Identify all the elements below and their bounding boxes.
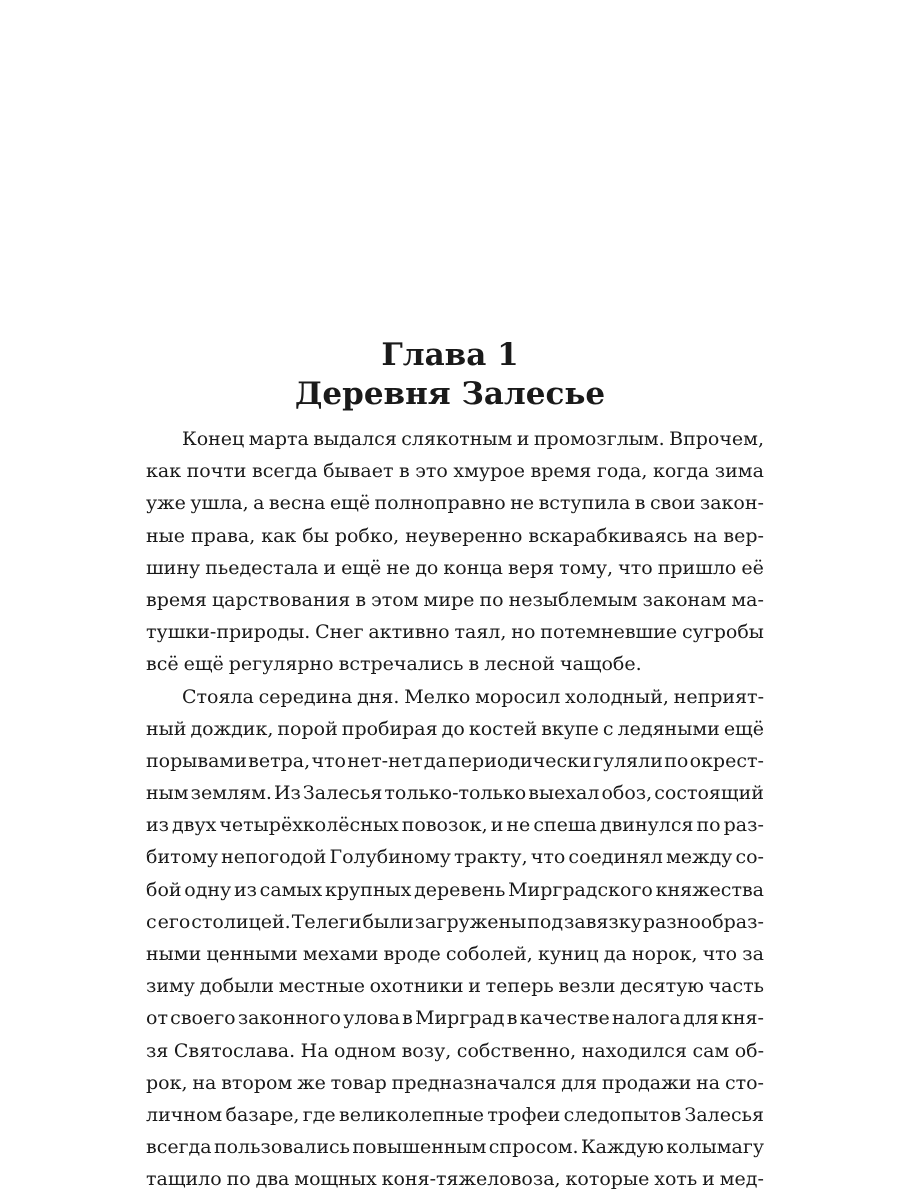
text-word: же bbox=[297, 1071, 326, 1094]
text-word: двинулся bbox=[599, 814, 694, 837]
text-word: десятую bbox=[620, 975, 704, 998]
text-word: моросил bbox=[475, 685, 561, 708]
text-word: состоящий bbox=[654, 782, 764, 805]
text-word: незыблемым bbox=[508, 588, 638, 611]
text-word: тому, bbox=[559, 556, 614, 579]
text-word: и bbox=[323, 556, 337, 579]
text-word: сам bbox=[692, 1039, 730, 1062]
text-word: продажи bbox=[601, 1071, 692, 1094]
text-word: холодный, bbox=[565, 685, 669, 708]
text-line bbox=[146, 1002, 764, 1034]
text-word: почти bbox=[186, 460, 247, 483]
text-word: добыли bbox=[199, 975, 275, 998]
text-word: со- bbox=[735, 846, 764, 869]
text-word: неуверенно bbox=[405, 524, 523, 547]
text-word: и bbox=[490, 814, 504, 837]
text-word: вер- bbox=[723, 524, 764, 547]
text-word: нет-нет bbox=[347, 749, 423, 772]
text-word: следопытов bbox=[563, 1103, 682, 1126]
text-word: Мелко bbox=[404, 685, 471, 708]
text-word: и bbox=[516, 428, 530, 450]
text-word: царствования bbox=[211, 588, 351, 611]
text-word: обоз, bbox=[601, 782, 653, 805]
text-word: законам bbox=[642, 588, 727, 611]
text-word: трофеи bbox=[487, 1103, 561, 1126]
text-word: втором bbox=[221, 1071, 293, 1094]
text-line bbox=[146, 745, 764, 777]
text-word: кня- bbox=[720, 1007, 764, 1030]
text-word: двух bbox=[172, 814, 217, 837]
text-word: неприят- bbox=[673, 685, 764, 708]
text-word: в bbox=[468, 653, 480, 676]
text-line bbox=[146, 1131, 764, 1163]
text-word: ценными bbox=[206, 943, 298, 965]
text-word: окрест- bbox=[689, 749, 764, 772]
text-word: крупных bbox=[324, 878, 412, 901]
text-word: куниц bbox=[537, 943, 599, 965]
text-word: вкупе bbox=[541, 717, 599, 740]
text-word: колымагу bbox=[666, 1136, 764, 1159]
text-word: соединял bbox=[568, 846, 663, 869]
text-word: шину bbox=[146, 556, 201, 579]
text-word: весна bbox=[268, 492, 326, 515]
text-word: личном bbox=[146, 1103, 223, 1126]
text-word: тушки-природы. bbox=[146, 621, 311, 644]
text-word: по bbox=[664, 749, 689, 772]
text-word: великолепные bbox=[339, 1103, 485, 1126]
text-word: базаре, bbox=[225, 1103, 300, 1126]
text-word: своего bbox=[170, 1007, 236, 1030]
text-word: когда bbox=[652, 460, 710, 483]
text-line bbox=[146, 552, 764, 584]
text-word: зиму bbox=[146, 975, 195, 998]
text-word: часть bbox=[708, 975, 764, 998]
text-word: самых bbox=[259, 878, 323, 901]
text-word: находился bbox=[581, 1039, 687, 1062]
text-line bbox=[146, 681, 764, 713]
text-word: ушла, bbox=[190, 492, 249, 515]
text-line bbox=[146, 1163, 764, 1195]
text-word: качестве bbox=[519, 1007, 610, 1030]
text-word: четырёхколёсных bbox=[219, 814, 399, 837]
text-word: что bbox=[311, 749, 346, 772]
text-word: время bbox=[530, 460, 592, 483]
chapter-title: Деревня Залесье bbox=[294, 376, 606, 412]
text-line bbox=[146, 584, 764, 616]
text-word: как bbox=[261, 524, 297, 547]
text-word: с bbox=[146, 910, 157, 933]
text-word: собственно, bbox=[456, 1039, 577, 1062]
text-word: за bbox=[742, 943, 764, 965]
text-word: рок, bbox=[146, 1071, 188, 1094]
text-word: ещё bbox=[329, 492, 371, 515]
text-word: сугробы bbox=[681, 621, 764, 644]
text-word: конца bbox=[443, 556, 503, 579]
text-word: на bbox=[693, 524, 718, 547]
text-word: не bbox=[510, 492, 535, 515]
text-word: Стояла bbox=[182, 685, 254, 708]
text-word: вроде bbox=[383, 943, 441, 965]
text-word: порывами bbox=[146, 749, 247, 772]
text-word: возу, bbox=[401, 1039, 452, 1062]
text-word: Снег bbox=[315, 621, 364, 644]
text-word: непогодой bbox=[221, 846, 327, 869]
text-word: раз- bbox=[723, 814, 764, 837]
text-word: ещё bbox=[341, 556, 382, 579]
text-word: которые bbox=[565, 1168, 650, 1191]
text-word: таял, bbox=[454, 621, 507, 644]
text-word: что bbox=[530, 846, 566, 869]
text-line bbox=[146, 874, 764, 906]
text-word: середина bbox=[258, 685, 353, 708]
text-word: ледяными bbox=[617, 717, 720, 740]
text-word: из bbox=[146, 814, 170, 837]
text-word: тащило bbox=[146, 1168, 222, 1191]
text-word: встречались bbox=[338, 653, 464, 676]
text-word: повышенным bbox=[352, 1136, 487, 1159]
text-word: его bbox=[157, 910, 191, 933]
text-line bbox=[146, 487, 764, 519]
text-word: не bbox=[386, 556, 411, 579]
text-word: бой bbox=[146, 878, 182, 901]
text-word: полноправно bbox=[374, 492, 506, 515]
text-word: всегда bbox=[252, 460, 318, 483]
text-word: до bbox=[415, 556, 439, 579]
text-word: теперь bbox=[485, 975, 554, 998]
chapter-body-text bbox=[146, 423, 764, 1196]
text-word: вступила bbox=[538, 492, 631, 515]
text-word: промозглым. bbox=[533, 428, 665, 450]
text-word: время bbox=[146, 588, 207, 611]
text-word: коня-тяжеловоза, bbox=[381, 1168, 561, 1191]
text-word: её bbox=[741, 556, 764, 579]
text-word: пришло bbox=[657, 556, 737, 579]
text-word: товар bbox=[330, 1071, 387, 1094]
text-word: пользовались bbox=[213, 1136, 350, 1159]
text-word: ещё bbox=[723, 717, 764, 740]
text-word: мехами bbox=[302, 943, 379, 965]
text-word: на bbox=[192, 1071, 217, 1094]
text-line bbox=[146, 809, 764, 841]
text-word: Мирградского bbox=[508, 878, 653, 901]
text-word: охотники bbox=[369, 975, 464, 998]
text-word: повозок, bbox=[401, 814, 488, 837]
text-word: Конец bbox=[182, 428, 245, 450]
text-line bbox=[146, 713, 764, 745]
text-word: пробирая bbox=[341, 717, 438, 740]
text-word: периодически bbox=[448, 749, 592, 772]
text-word: в bbox=[399, 460, 410, 483]
text-line bbox=[146, 455, 764, 487]
text-word: выдался bbox=[313, 428, 397, 450]
text-word: лесной bbox=[484, 653, 555, 676]
text-line bbox=[146, 1099, 764, 1131]
text-word: по bbox=[696, 814, 721, 837]
text-word: законного bbox=[237, 1007, 341, 1030]
text-word: сто- bbox=[724, 1071, 764, 1094]
text-word: веря bbox=[508, 556, 555, 579]
text-word: это bbox=[415, 460, 448, 483]
text-word: битому bbox=[146, 846, 219, 869]
text-word: зя bbox=[146, 1039, 169, 1062]
text-word: как bbox=[146, 460, 182, 483]
text-line bbox=[146, 1067, 764, 1099]
text-word: разнообраз- bbox=[642, 910, 764, 933]
text-word: ма- bbox=[731, 588, 764, 611]
text-word: в bbox=[402, 1007, 413, 1030]
text-word: от bbox=[146, 1007, 168, 1030]
text-word: на bbox=[696, 1071, 721, 1094]
text-word: регулярно bbox=[228, 653, 334, 676]
text-word: уже bbox=[146, 492, 186, 515]
text-word: загружены bbox=[414, 910, 527, 933]
text-word: пьедестала bbox=[205, 556, 319, 579]
text-word: ещё bbox=[183, 653, 224, 676]
text-word: где bbox=[302, 1103, 336, 1126]
text-word: права, bbox=[191, 524, 256, 547]
text-word: одну bbox=[184, 878, 232, 901]
text-word: по bbox=[479, 588, 504, 611]
text-word: Телеги bbox=[291, 910, 362, 933]
text-word: до bbox=[441, 717, 465, 740]
text-word: хоть bbox=[654, 1168, 698, 1191]
text-word: были bbox=[362, 910, 414, 933]
text-line bbox=[146, 970, 764, 1002]
text-word: да bbox=[423, 749, 447, 772]
text-line bbox=[146, 648, 764, 680]
text-word: свои bbox=[649, 492, 696, 515]
text-word: тракту, bbox=[454, 846, 528, 869]
chapter-heading bbox=[0, 336, 900, 414]
text-word: соболей, bbox=[445, 943, 533, 965]
text-word: для bbox=[561, 1071, 597, 1094]
text-word: в bbox=[355, 588, 367, 611]
text-word: Залесья bbox=[302, 782, 383, 805]
text-line bbox=[146, 841, 764, 873]
text-word: Святослава. bbox=[173, 1039, 296, 1062]
text-word: что bbox=[618, 556, 653, 579]
text-line bbox=[146, 1035, 764, 1067]
text-word: мед- bbox=[719, 1168, 764, 1191]
text-word: завязку bbox=[564, 910, 642, 933]
text-word: норок, bbox=[631, 943, 698, 965]
text-word: бывает bbox=[323, 460, 394, 483]
text-word: об- bbox=[734, 1039, 764, 1062]
text-word: Из bbox=[273, 782, 301, 805]
text-word: два bbox=[255, 1168, 290, 1191]
text-word: На bbox=[300, 1039, 329, 1062]
text-word: Голубиному bbox=[329, 846, 451, 869]
text-line bbox=[146, 906, 764, 938]
text-word: дня. bbox=[357, 685, 400, 708]
text-word: в bbox=[506, 1007, 518, 1030]
text-word: улова bbox=[343, 1007, 400, 1030]
text-word: между bbox=[665, 846, 733, 869]
text-word: слякотным bbox=[401, 428, 513, 450]
text-word: одном bbox=[334, 1039, 397, 1062]
text-word: налога bbox=[611, 1007, 681, 1030]
text-word: робко, bbox=[334, 524, 400, 547]
text-word: гуляли bbox=[592, 749, 663, 772]
text-word: вскарабкиваясь bbox=[528, 524, 688, 547]
text-line bbox=[146, 616, 764, 648]
text-word: столицей. bbox=[191, 910, 291, 933]
text-word: порой bbox=[277, 717, 338, 740]
text-word: для bbox=[682, 1007, 719, 1030]
text-word: мощных bbox=[294, 1168, 377, 1191]
text-word: спеша bbox=[533, 814, 597, 837]
text-word: с bbox=[602, 717, 614, 740]
text-line bbox=[146, 520, 764, 552]
text-word: всегда bbox=[146, 1136, 212, 1159]
text-line bbox=[146, 423, 764, 455]
text-word: что bbox=[702, 943, 738, 965]
text-word: активно bbox=[368, 621, 450, 644]
text-word: не bbox=[506, 814, 531, 837]
text-word: предназначался bbox=[391, 1071, 557, 1094]
text-word: ветра, bbox=[248, 749, 311, 772]
chapter-number: Глава 1 bbox=[381, 337, 519, 373]
text-word: только-только bbox=[384, 782, 527, 805]
text-word: Каждую bbox=[580, 1136, 664, 1159]
text-word: а bbox=[253, 492, 265, 515]
text-word: Мирград bbox=[415, 1007, 505, 1030]
text-word: везли bbox=[558, 975, 616, 998]
text-word: землям. bbox=[190, 782, 272, 805]
text-word: этом bbox=[371, 588, 419, 611]
text-word: марта bbox=[248, 428, 309, 450]
text-word: закон- bbox=[699, 492, 764, 515]
text-word: бы bbox=[302, 524, 329, 547]
text-word: хмурое bbox=[453, 460, 525, 483]
text-word: по bbox=[226, 1168, 251, 1191]
text-word: да bbox=[603, 943, 627, 965]
text-word: ные bbox=[146, 524, 186, 547]
text-word: спросом. bbox=[488, 1136, 579, 1159]
text-word: дождик, bbox=[190, 717, 274, 740]
text-word: но bbox=[511, 621, 536, 644]
text-word: и bbox=[702, 1168, 715, 1191]
text-word: мире bbox=[423, 588, 475, 611]
text-line bbox=[146, 938, 764, 970]
text-word: всё bbox=[146, 653, 179, 676]
text-word: ным bbox=[146, 782, 189, 805]
text-word: из bbox=[233, 878, 257, 901]
text-word: выехал bbox=[528, 782, 600, 805]
text-word: и bbox=[468, 975, 481, 998]
text-word: ными bbox=[146, 943, 202, 965]
text-line bbox=[146, 777, 764, 809]
text-word: зима bbox=[714, 460, 764, 483]
text-word: чащобе. bbox=[559, 653, 642, 676]
text-word: княжества bbox=[655, 878, 764, 901]
text-word: Впрочем, bbox=[669, 428, 764, 450]
text-word: деревень bbox=[414, 878, 506, 901]
text-word: костей bbox=[468, 717, 538, 740]
text-word: Залесья bbox=[684, 1103, 764, 1126]
text-word: ный bbox=[146, 717, 187, 740]
text-word: под bbox=[527, 910, 564, 933]
text-word: в bbox=[634, 492, 646, 515]
text-word: потемневшие bbox=[540, 621, 678, 644]
text-word: местные bbox=[278, 975, 365, 998]
text-word: года, bbox=[596, 460, 648, 483]
